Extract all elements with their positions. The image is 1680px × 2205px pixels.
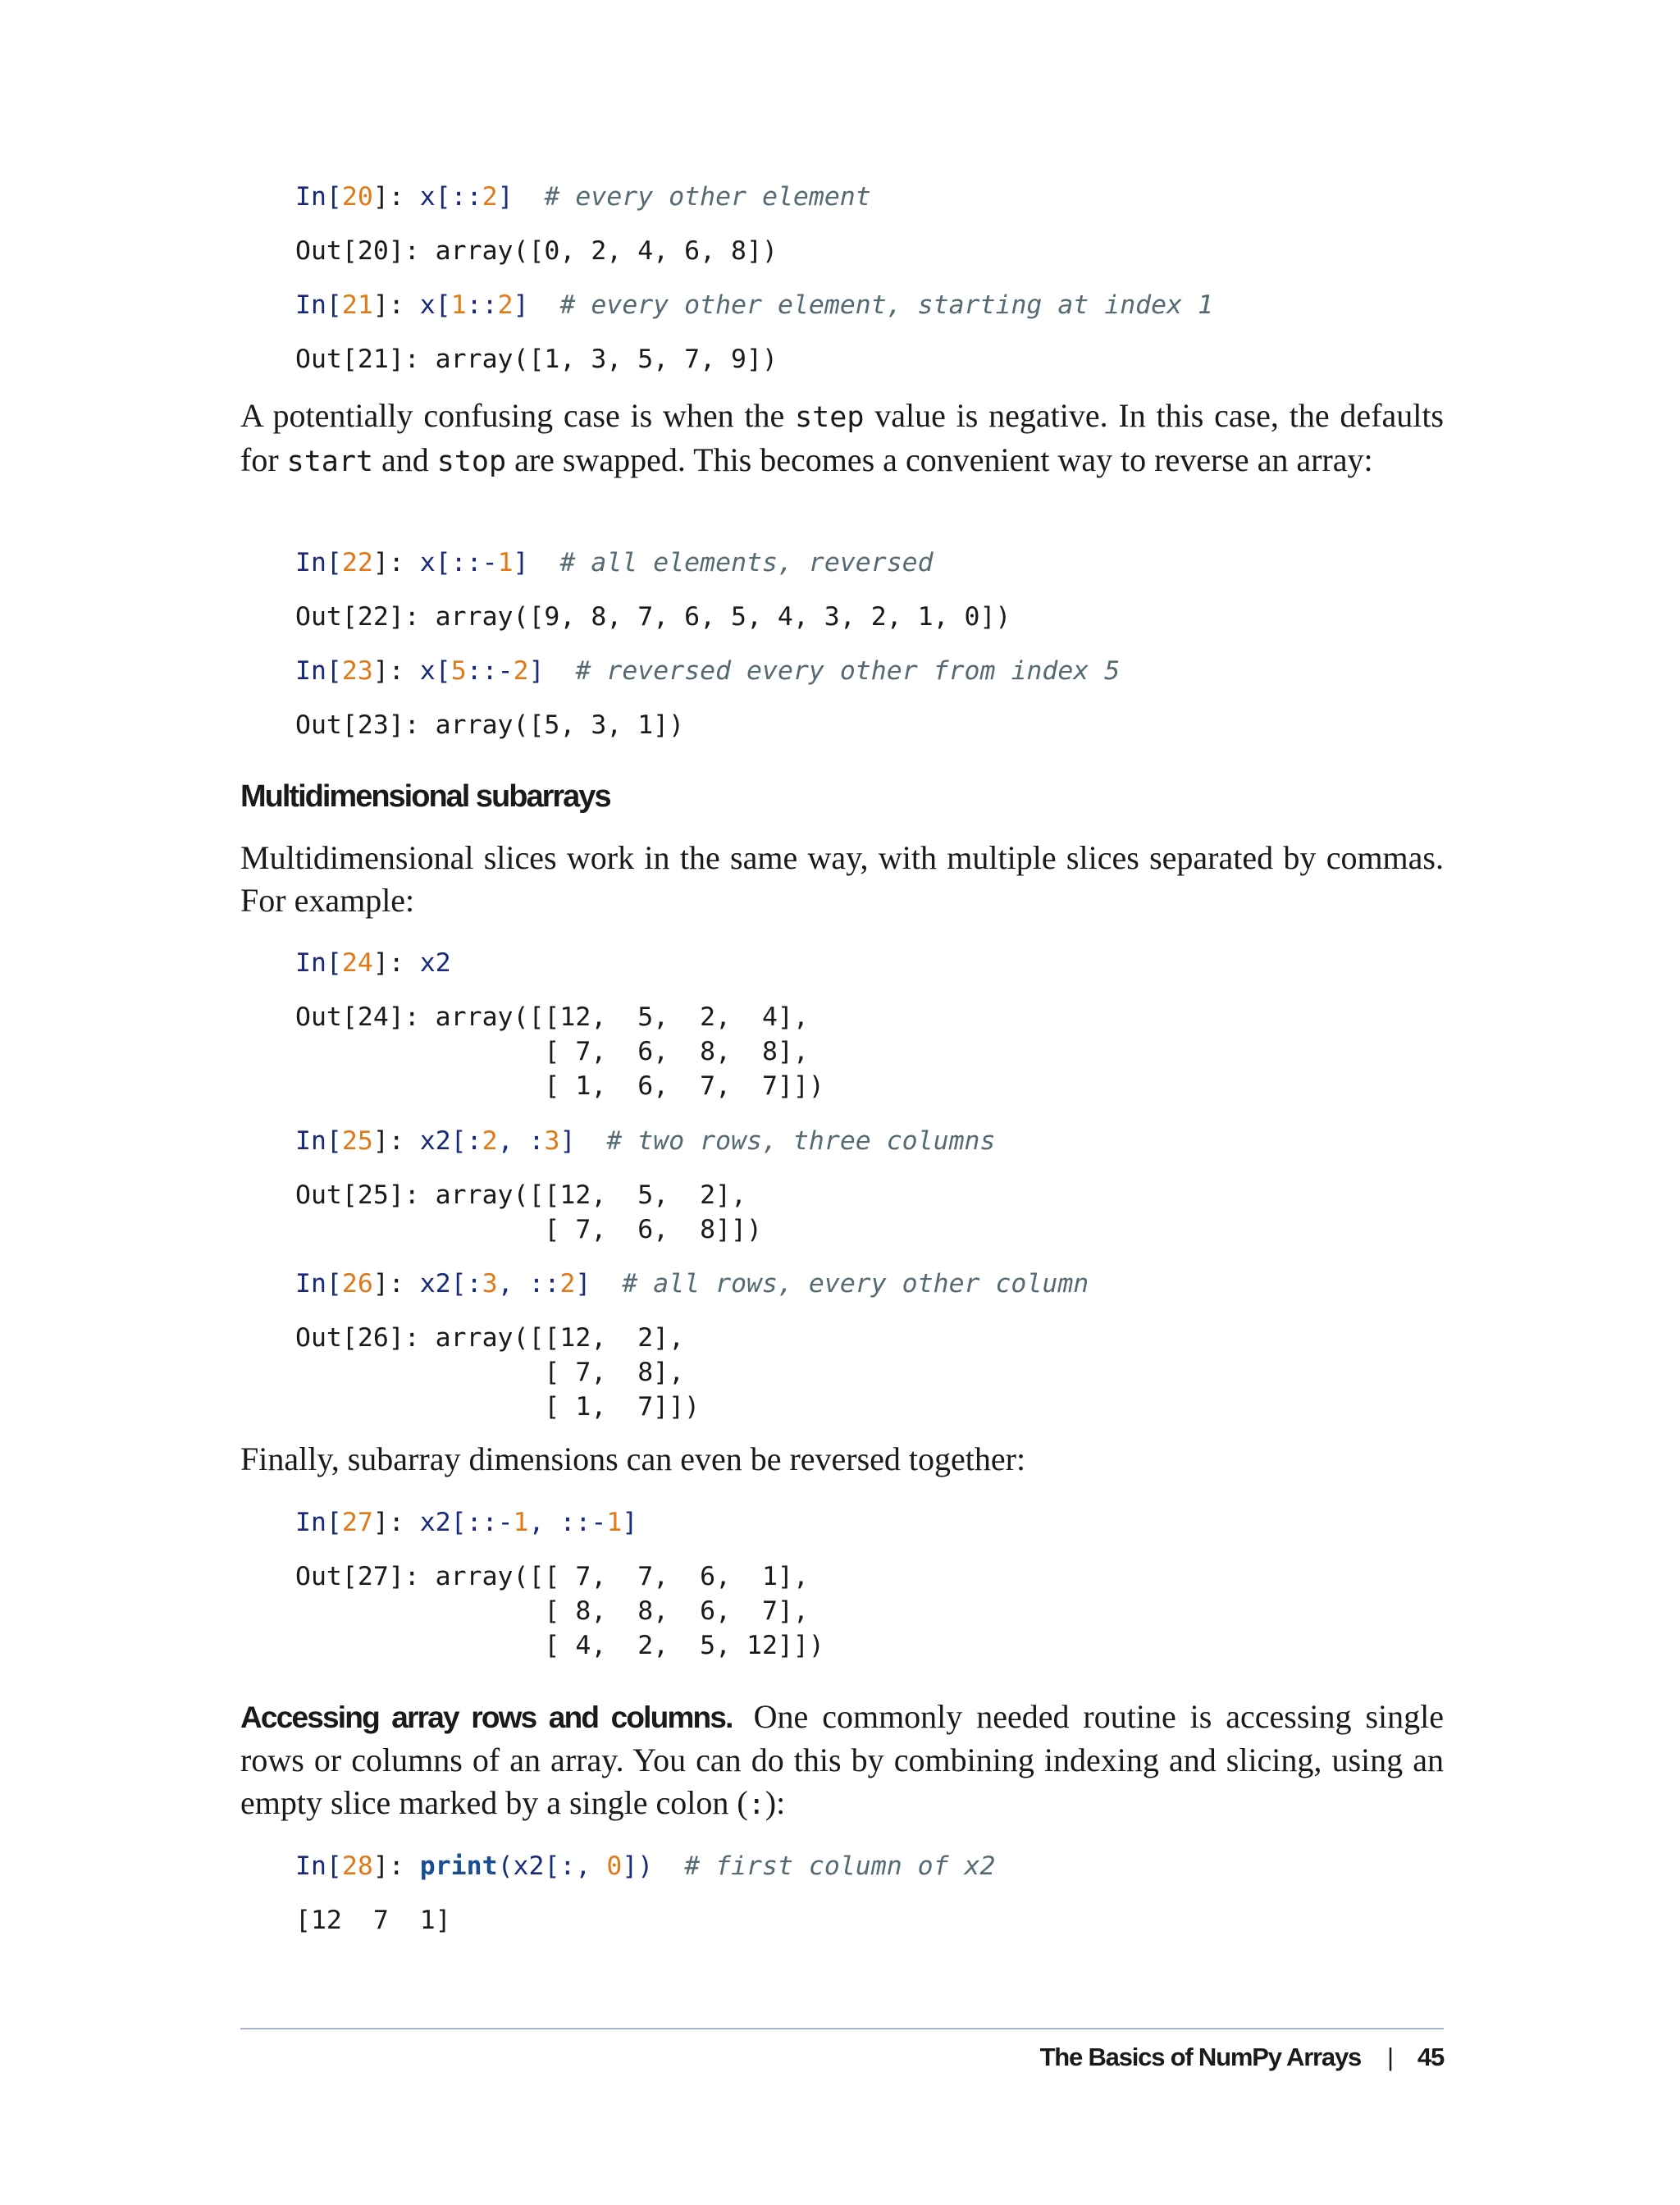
code-comment: # two rows, three columns [606, 1126, 996, 1156]
code-input-20: In[20]: x[::2] # every other element [295, 182, 871, 212]
code-output-23: Out[23]: array([5, 3, 1]) [295, 710, 685, 740]
code-comment: # first column of x2 [684, 1851, 996, 1881]
code-comment: # all elements, reversed [559, 548, 934, 578]
code-output-22: Out[22]: array([9, 8, 7, 6, 5, 4, 3, 2, 1, 0]) [295, 602, 1011, 632]
code-output-21: Out[21]: array([1, 3, 5, 7, 9]) [295, 345, 778, 374]
code-input-21: In[21]: x[1::2] # every other element, starting at index 1 [295, 290, 1213, 320]
paragraph-reverse-dims: Finally, subarray dimensions can even be reversed together: [240, 1440, 1026, 1477]
running-title: The Basics of NumPy Arrays [1039, 2043, 1362, 2071]
code-output-20: Out[20]: array([0, 2, 4, 6, 8]) [295, 236, 778, 266]
code-output-28: [12 7 1] [295, 1906, 451, 1935]
code-comment: # all rows, every other column [622, 1269, 1089, 1299]
page-footer [1040, 2043, 1444, 2072]
code-comment: # every other element, starting at index 1 [559, 290, 1213, 320]
code-input-22: In[22]: x[::-1] # all elements, reversed [295, 548, 934, 578]
code-output-25: Out[25]: array([[12, 5, 2], [ 7, 6, 8]]) [295, 1180, 762, 1244]
code-output-27: Out[27]: array([[ 7, 7, 6, 1], [ 8, 8, 6, 7], [ 4, 2, 5, 12]]) [295, 1562, 824, 1660]
footer-separator: | [1387, 2043, 1393, 2071]
code-output-24: Out[24]: array([[12, 5, 2, 4], [ 7, 6, 8, 8], [ 1, 6, 7, 7]]) [295, 1002, 824, 1101]
code-comment: # every other element [544, 182, 871, 212]
section-heading: Multidimensional subarrays [240, 779, 610, 814]
run-in-heading: Accessing array rows and columns. [240, 1701, 733, 1734]
paragraph-multidim-slices: Multidimensional slices work in the same way, with multiple slices separated by commas. For example: [240, 839, 1444, 919]
code-input-28: In[28]: print(x2[:, 0]) # first column of x2 [295, 1851, 996, 1881]
code-input-27: In[27]: x2[::-1, ::-1] [295, 1508, 638, 1537]
code-input-23: In[23]: x[5::-2] # reversed every other from index 5 [295, 656, 1121, 686]
paragraph-rows-columns: Accessing array rows and columns. One commonly needed routine is accessing single rows or columns of an array. You can do this by combining indexing and slicing, using an empty slice marked by a single colon (:): [240, 1698, 1444, 1821]
footer-rule [240, 2028, 1444, 2029]
paragraph-negative-step: A potentially confusing case is when the step value is negative. In this case, the defaults for start and stop are swapped. This becomes a convenient way to reverse an array: [240, 397, 1444, 478]
page-number: 45 [1417, 2043, 1444, 2071]
code-input-24: In[24]: x2 [295, 948, 451, 978]
code-input-25: In[25]: x2[:2, :3] # two rows, three columns [295, 1126, 996, 1156]
code-comment: # reversed every other from index 5 [575, 656, 1121, 686]
code-output-26: Out[26]: array([[12, 2], [ 7, 8], [ 1, 7]]) [295, 1323, 701, 1422]
code-input-26: In[26]: x2[:3, ::2] # all rows, every other column [295, 1269, 1089, 1299]
